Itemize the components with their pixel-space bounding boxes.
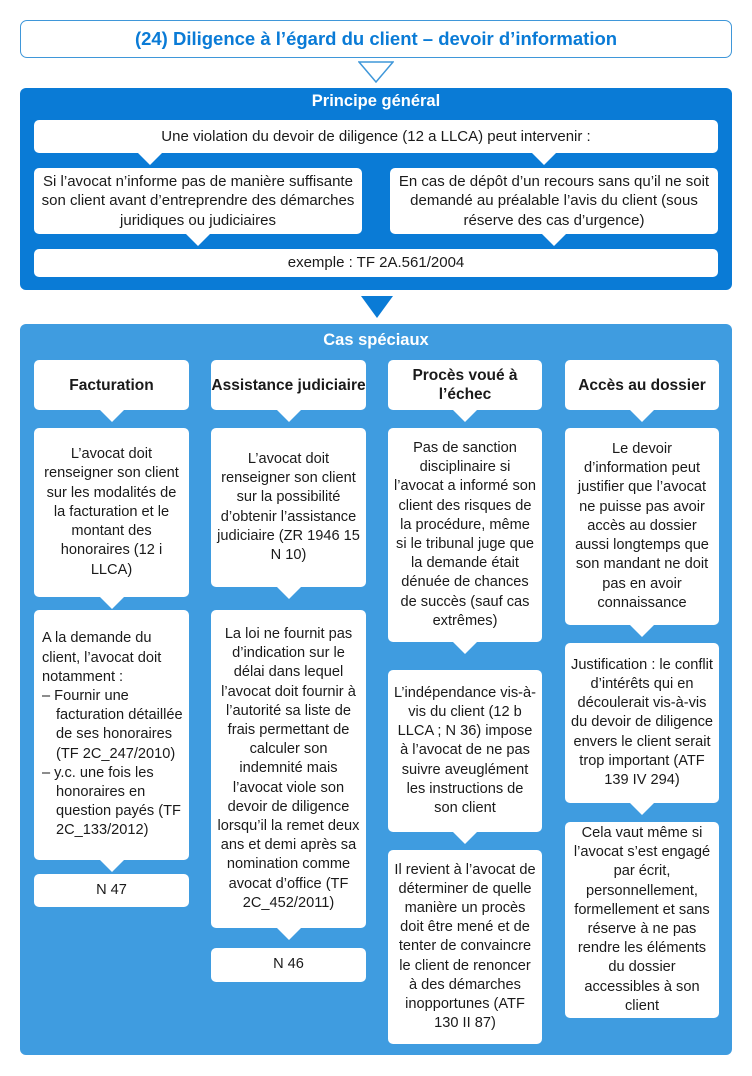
column-title: Facturation (69, 376, 154, 394)
box-text: Cela vaut même si l’avocat s’est engagé par écrit, personnellement, formellement et sans réserve à ne pas rendre les éléments du dossier accessibles à son client (573, 824, 711, 1014)
pointer-arrow-icon (277, 928, 301, 940)
acces-box-1 (565, 428, 719, 625)
reference-text: N 46 (273, 956, 304, 973)
box-text: L’avocat doit renseigner son client sur les modalités de la facturation et le montant des honoraires (12 i LLCA) (44, 446, 179, 578)
acces-box-2 (565, 643, 719, 803)
principle-intro: Une violation du devoir de diligence (12 a LLCA) peut intervenir : (161, 127, 591, 145)
facturation-box-2 (34, 610, 189, 860)
pointer-arrow-icon (277, 587, 301, 599)
principle-case-text: Si l’avocat n’informe pas de manière suffisante son client avant d’entreprendre des démarches juridiques ou judiciaires (41, 172, 355, 229)
column-title: Procès voué à l’échec (412, 367, 518, 403)
box-text: Le devoir d’information peut justifier que l’avocat ne puisse pas avoir accès au dossier aussi longtemps que son mandant ne doit pas en avoir connaissance (575, 441, 709, 611)
assistance-reference-box (211, 948, 366, 982)
box-text: Il revient à l’avocat de déterminer de quelle manière un procès doit être mené et de tenter de convaincre le client de renoncer à des démarches inopportunes (ATF 130 II 87) (394, 861, 536, 1032)
box-text: Pas de sanction disciplinaire si l’avocat a informé son client des risques de la procédure, même si le tribunal juge que la demande était dénuée de chances de succès (sauf cas extrêmes) (394, 439, 536, 629)
pointer-arrow-icon (630, 803, 654, 815)
pointer-arrow-icon (453, 642, 477, 654)
reference-text: N 47 (96, 881, 127, 898)
pointer-arrow-icon (630, 410, 654, 422)
proces-box-2 (388, 670, 542, 832)
diagram-title-text: (24) Diligence à l’égard du client – devoir d’information (134, 28, 618, 49)
outline-arrow-down-icon (358, 61, 394, 83)
pointer-arrow-icon (138, 153, 162, 165)
column-title: Accès au dossier (578, 376, 706, 394)
principle-case-text: En cas de dépôt d’un recours sans qu’il ne soit demandé au préalable l’avis du client (sous réserve des cas d’urgence) (398, 172, 710, 229)
pointer-arrow-icon (453, 832, 477, 844)
pointer-arrow-icon (100, 597, 124, 609)
pointer-arrow-icon (100, 410, 124, 422)
box-text: La loi ne fournit pas d’indication sur le délai dans lequel l’avocat doit fournir à l’autorité sa liste de frais permettant de calculer son indemnité mais l’avocat viole son devoir de diligence lorsqu’il la remet deux ans et demi après sa nomination comme avocat d’office (TF 2C_452/2011) (217, 625, 360, 911)
pointer-arrow-icon (100, 860, 124, 872)
pointer-arrow-icon (630, 625, 654, 637)
pointer-arrow-icon (277, 410, 301, 422)
assistance-box-2 (211, 610, 366, 928)
column-header-assistance-judiciaire (211, 360, 366, 410)
pointer-arrow-icon (542, 234, 566, 246)
proces-box-1 (388, 428, 542, 642)
facturation-box-1 (34, 428, 189, 597)
obligation-list (42, 687, 183, 841)
principle-intro-box (34, 120, 718, 153)
column-title: Assistance judiciaire (211, 376, 366, 394)
box-text: Justification : le conflit d’intérêts qui en découlerait vis-à-vis du devoir de diligence envers le client serait trop important (ATF 139 IV 294) (571, 656, 713, 788)
box-text: A la demande du client, l’avocat doit notamment : (42, 630, 162, 685)
principle-case-box (34, 168, 362, 234)
box-text: L’avocat doit renseigner son client sur la possibilité d’obtenir l’assistance judiciaire (ZR 1946 15 N 10) (217, 450, 360, 563)
pointer-arrow-icon (186, 234, 210, 246)
box-text: L’indépendance vis-à-vis du client (12 b LLCA ; N 36) impose à l’avocat de ne pas suivre aveuglément les instructions de son client (394, 684, 536, 816)
pointer-arrow-icon (453, 410, 477, 422)
facturation-reference-box (34, 874, 189, 907)
assistance-box-1 (211, 428, 366, 587)
box-content (42, 629, 183, 840)
special-cases-heading: Cas spéciaux (323, 331, 429, 349)
principle-example: exemple : TF 2A.561/2004 (287, 254, 465, 272)
proces-box-3 (388, 850, 542, 1044)
column-header-acces-au-dossier (565, 360, 719, 410)
principle-example-box (34, 249, 718, 277)
list-item: – y.c. une fois les honoraires en question payés (TF 2C_133/2012) (42, 764, 181, 839)
principle-heading: Principe général (311, 92, 441, 110)
diagram-title (20, 20, 732, 58)
solid-arrow-down-icon (361, 296, 393, 318)
list-item: – Fournir une facturation détaillée de ses honoraires (TF 2C_247/2010) (42, 687, 183, 762)
principle-case-box (390, 168, 718, 234)
column-header-proces-voue-a-lechec (388, 360, 542, 410)
pointer-arrow-icon (532, 153, 556, 165)
column-header-facturation (34, 360, 189, 410)
acces-box-3 (565, 822, 719, 1018)
